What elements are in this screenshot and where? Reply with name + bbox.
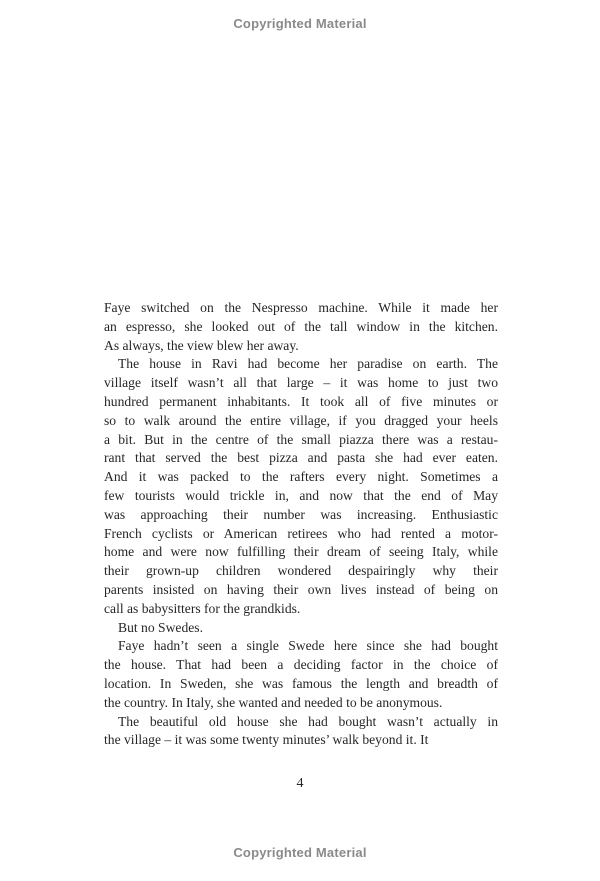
text-line: hundred permanent inhabitants. It took all of five minutes or: [104, 393, 498, 409]
text-line: But no Swedes.: [118, 619, 203, 635]
text-line: the village – it was some twenty minutes’ walk beyond it. It: [104, 732, 429, 748]
text-line: The beautiful old house she had bought wasn’t actually in: [118, 713, 498, 729]
header-copyright-notice: Copyrighted Material: [233, 16, 367, 31]
text-line: the house. That had been a deciding factor in the choice of: [104, 657, 498, 673]
text-line: French cyclists or American retirees who had rented a motor-: [104, 525, 498, 541]
text-line: Faye switched on the Nespresso machine. While it made her: [104, 300, 498, 315]
text-line: The house in Ravi had become her paradise on earth. The: [118, 356, 498, 372]
text-line: rant that served the best pizza and pasta she had ever eaten.: [104, 450, 498, 466]
text-line: Faye hadn’t seen a single Swede here since she had bought: [118, 638, 498, 654]
text-line: few tourists would trickle in, and now that the end of May: [104, 487, 498, 503]
text-line: their grown-up children wondered despairingly why their: [104, 563, 498, 579]
text-line: was approaching their number was increasing. Enthusiastic: [104, 506, 498, 522]
footer-copyright-notice: Copyrighted Material: [233, 845, 367, 860]
text-line: home and were now fulfilling their dream of seeing Italy, while: [104, 544, 498, 560]
text-line: location. In Sweden, she was famous the length and breadth of: [104, 675, 498, 691]
text-line: call as babysitters for the grandkids.: [104, 600, 301, 616]
text-line: And it was packed to the rafters every night. Sometimes a: [104, 469, 498, 485]
text-line: the country. In Italy, she wanted and needed to be anonymous.: [104, 694, 443, 710]
text-line: village itself wasn’t all that large – it was home to just two: [104, 375, 498, 391]
text-line: an espresso, she looked out of the tall window in the kitchen.: [104, 318, 498, 334]
text-line: a bit. But in the centre of the small piazza there was a restau-: [104, 431, 498, 447]
text-line: so to walk around the entire village, if you dragged your heels: [104, 412, 498, 428]
page-number: 4: [296, 776, 304, 791]
text-line: As always, the view blew her away.: [104, 337, 299, 353]
text-line: parents insisted on having their own lives instead of being on: [104, 581, 498, 597]
page-text: [104, 299, 498, 750]
